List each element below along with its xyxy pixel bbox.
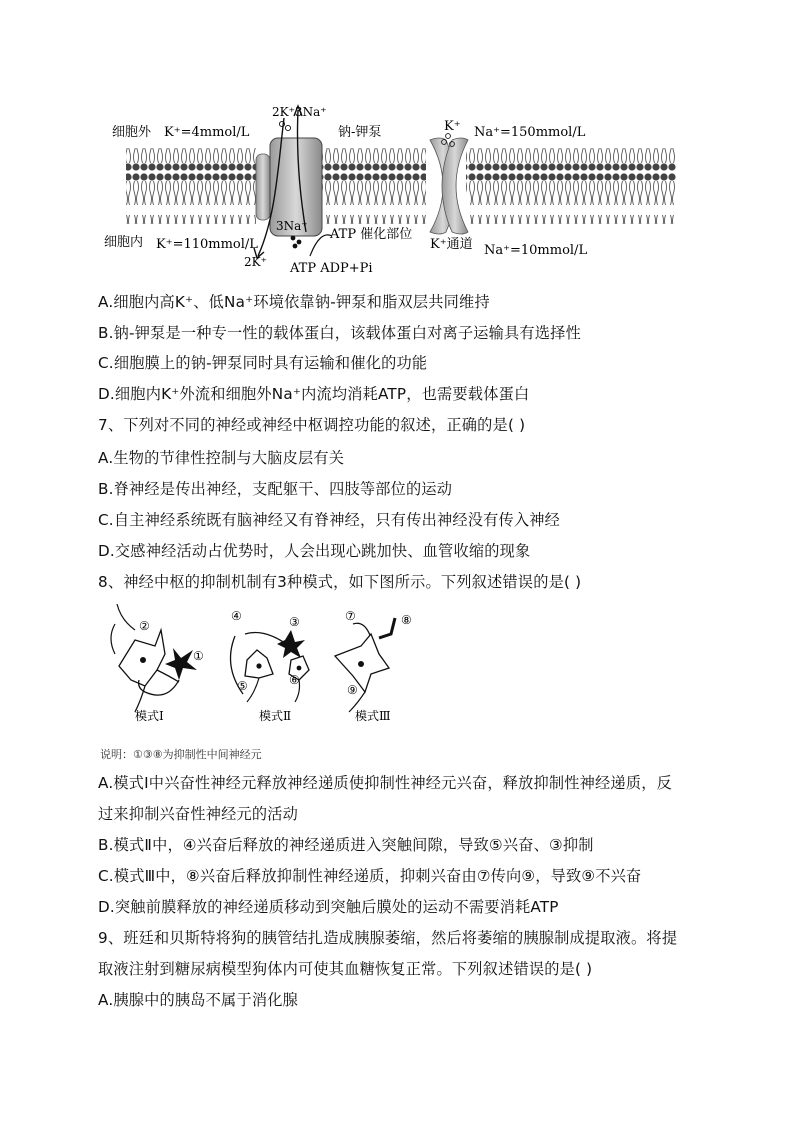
- label-n6: ⑥: [289, 673, 300, 687]
- label-n7: ⑦: [345, 609, 356, 623]
- q9-stem-line2: 取液注射到糖尿病模型狗体内可使其血糖恢复正常。下列叙述错误的是( ): [98, 960, 593, 978]
- q9-option-a: A.胰腺中的胰岛不属于消化腺: [98, 991, 298, 1009]
- mode-1: [111, 604, 204, 723]
- na-out-label: Na⁺=150mmol/L: [474, 125, 586, 140]
- mode-2-label: 模式Ⅱ: [259, 709, 292, 723]
- label-n5: ⑤: [237, 679, 248, 693]
- q8-option-c: C.模式Ⅲ中，⑧兴奋后释放抑制性神经递质，抑刺兴奋由⑦传向⑨，导致⑨不兴奋: [98, 867, 642, 885]
- mode-2: [231, 609, 310, 723]
- pump-label: 钠-钾泵: [338, 125, 382, 140]
- mode-1-label: 模式Ⅰ: [135, 709, 164, 723]
- membrane-diagram: [100, 96, 700, 286]
- label-n9: ⑨: [347, 683, 358, 697]
- label-n1: ①: [193, 649, 204, 663]
- bottom-na-label: 3Na⁺: [276, 219, 308, 233]
- atp-site-label: ATP 催化部位: [330, 227, 413, 242]
- atp-arrow: [310, 235, 332, 256]
- k-ion-label: K⁺: [444, 119, 461, 134]
- bilayer-right: [466, 148, 558, 224]
- q6-option-b: B.钠-钾泵是一种专一性的载体蛋白，该载体蛋白对离子运输具有选择性: [98, 324, 581, 342]
- mode-3-label: 模式Ⅲ: [355, 709, 391, 723]
- q7-option-b: B.脊神经是传出神经，支配躯干、四肢等部位的运动: [98, 480, 453, 498]
- k-channel-label: K⁺通道: [430, 237, 473, 252]
- bilayer-middle: [322, 148, 426, 224]
- na-in-label: Na⁺=10mmol/L: [484, 243, 588, 258]
- q7-option-a: A.生物的节律性控制与大脑皮层有关: [98, 449, 345, 467]
- figure-note: 说明：①③⑧为抑制性中间神经元: [100, 748, 262, 761]
- q7-stem: 7、下列对不同的神经或神经中枢调控功能的叙述，正确的是( ): [98, 416, 526, 434]
- inside-label: 细胞内: [104, 235, 144, 250]
- q8-stem: 8、神经中枢的抑制机制有3种模式，如下图所示。下列叙述错误的是( ): [98, 573, 582, 591]
- q8-option-a-line2: 过来抑制兴奋性神经元的活动: [98, 805, 299, 823]
- bottom-k-label: 2K⁺: [244, 255, 267, 269]
- label-n2: ②: [139, 619, 150, 633]
- bilayer-far-right: [558, 148, 676, 224]
- q7-option-c: C.自主神经系统既有脑神经又有脊神经，只有传出神经没有传入神经: [98, 511, 561, 529]
- label-n3: ③: [289, 615, 300, 629]
- inhibition-modes-diagram: [95, 604, 435, 729]
- mode-3: [335, 609, 412, 723]
- q8-option-d: D.突触前膜释放的神经递质移动到突触后膜处的运动不需要消耗ATP: [98, 898, 559, 916]
- q8-option-a-line1: A.模式Ⅰ中兴奋性神经元释放神经递质使抑制性神经元兴奋，释放抑制性神经递质，反: [98, 774, 672, 792]
- label-n8: ⑧: [401, 613, 412, 627]
- top-ions-label: 2K⁺3Na⁺: [272, 105, 327, 119]
- q7-option-d: D.交感神经活动占优势时，人会出现心跳加快、血管收缩的现象: [98, 542, 531, 560]
- atp-reaction-label: ATP ADP+Pi: [290, 261, 373, 276]
- q8-option-b: B.模式Ⅱ中，④兴奋后释放的神经递质进入突触间隙，导致⑤兴奋、③抑制: [98, 836, 594, 854]
- outside-label: 细胞外: [112, 125, 152, 140]
- q6-option-a: A.细胞内高K⁺、低Na⁺环境依靠钠-钾泵和脂双层共同维持: [98, 293, 490, 311]
- q6-option-c: C.细胞膜上的钠-钾泵同时具有运输和催化的功能: [98, 354, 428, 372]
- k-in-label: K⁺=110mmol/L: [156, 237, 258, 252]
- bilayer-left: [126, 148, 256, 224]
- k-out-label: K⁺=4mmol/L: [164, 125, 250, 140]
- side-protein: [256, 154, 270, 220]
- label-n4: ④: [231, 609, 242, 623]
- q6-option-d: D.细胞内K⁺外流和细胞外Na⁺内流均消耗ATP，也需要载体蛋白: [98, 385, 530, 403]
- q9-stem-line1: 9、班廷和贝斯特将狗的胰管结扎造成胰腺萎缩，然后将萎缩的胰腺制成提取液。将提: [98, 929, 678, 947]
